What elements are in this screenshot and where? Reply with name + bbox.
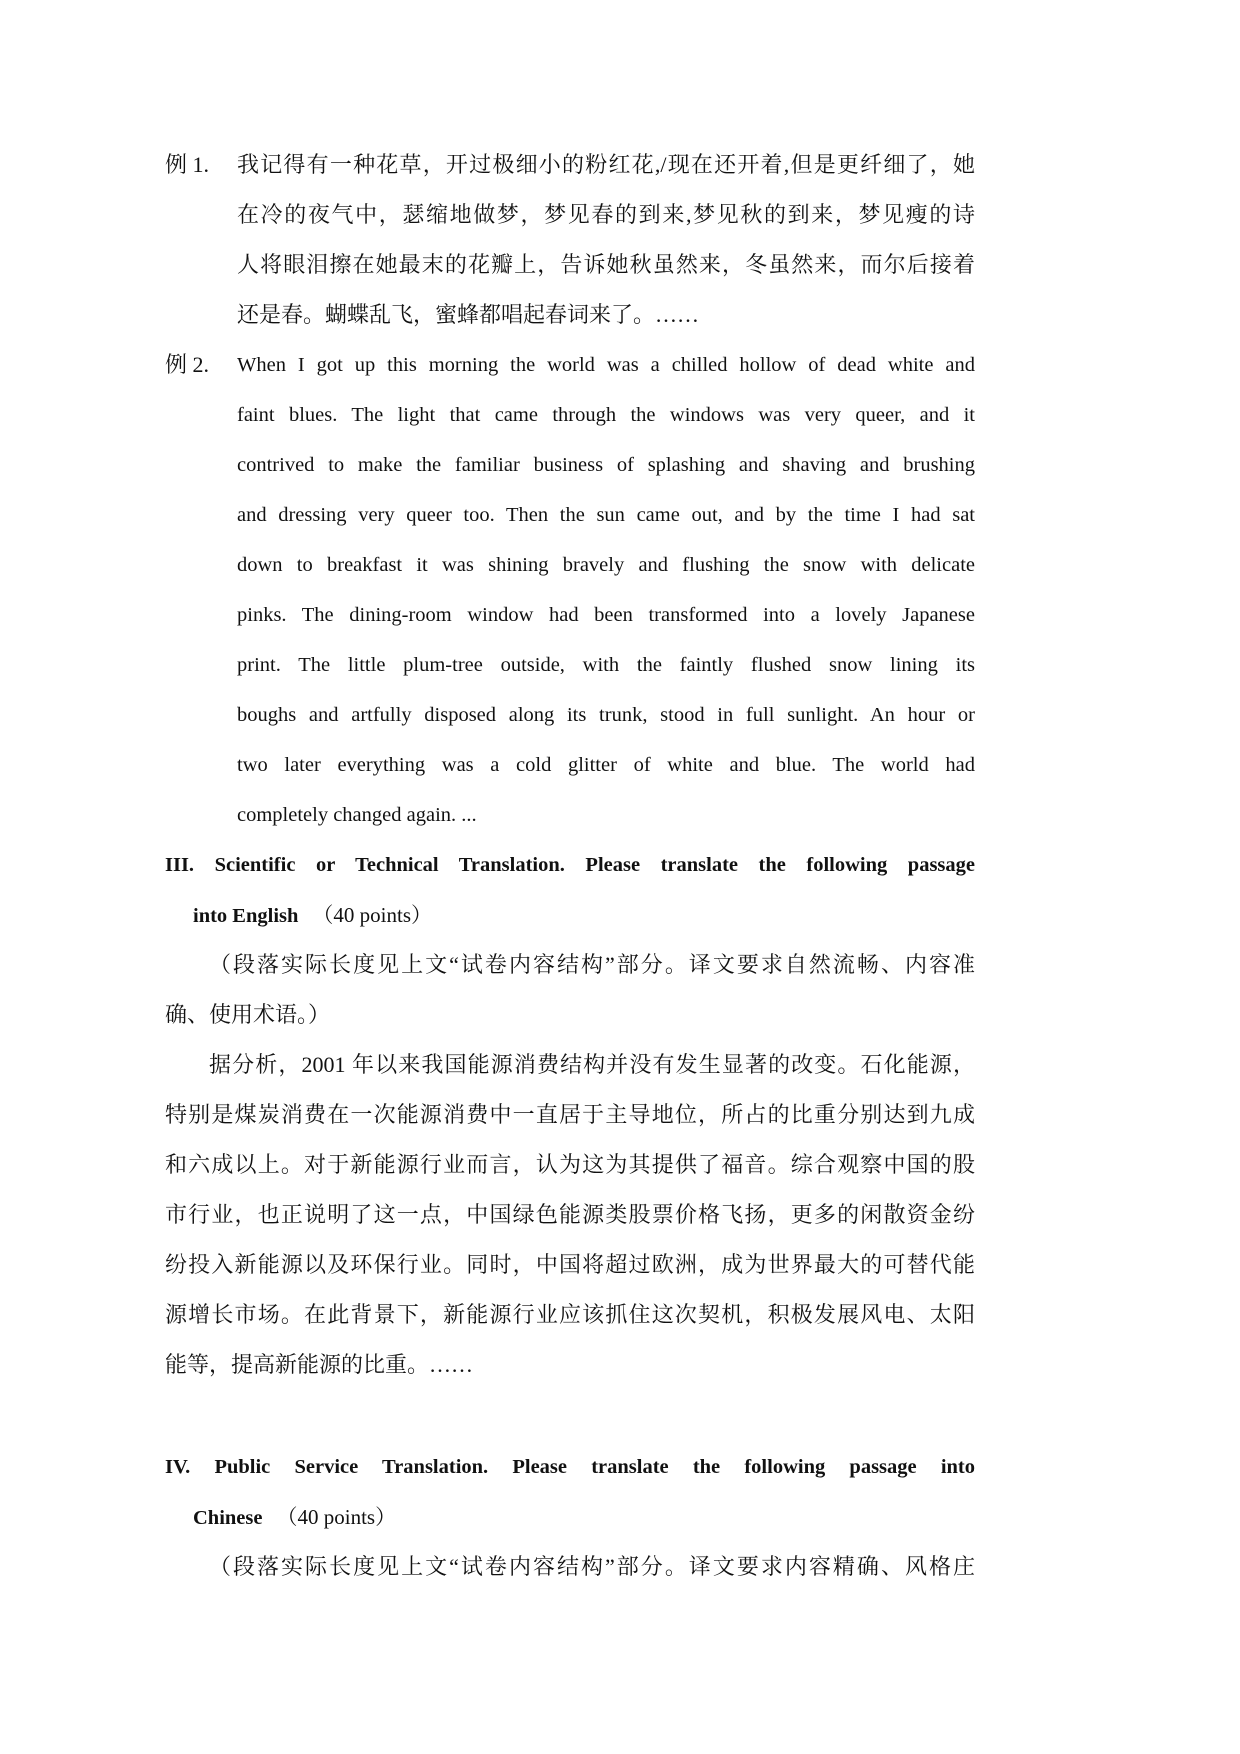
- section-iv-points: （40 points）: [276, 1505, 397, 1529]
- section-iii-body-line: 能等，提高新能源的比重。……: [165, 1352, 474, 1377]
- section-iii-heading-line2: [165, 890, 975, 940]
- example-2-line: pinks. The dining-room window had been transformed into a lovely Japanese: [237, 604, 975, 626]
- example-2-line: contrived to make the familiar business of splashing and shaving and brushing: [237, 454, 975, 476]
- example-2-line: two later everything was a cold glitter of white and blue. The world had: [237, 754, 975, 776]
- example-2-line: completely changed again. ...: [237, 804, 477, 826]
- section-iii-note-line: （段落实际长度见上文“试卷内容结构”部分。译文要求自然流畅、内容准: [209, 952, 975, 977]
- section-iii-heading: [165, 840, 975, 940]
- section-iii-body-line: 据分析，2001 年以来我国能源消费结构并没有发生显著的改变。石化能源，: [209, 1052, 975, 1077]
- section-iv-note: [165, 1542, 975, 1592]
- example-1-line: 我记得有一种花草，开过极细小的粉红花,/现在还开着,但是更纤细了，她: [237, 152, 975, 177]
- document-content: [165, 140, 975, 1592]
- example-2-line: down to breakfast it was shining bravely and flushing the snow with delicate: [237, 554, 975, 576]
- section-iii-body-line: 和六成以上。对于新能源行业而言，认为这为其提供了福音。综合观察中国的股: [165, 1152, 975, 1177]
- section-iii-heading-target-language: into English: [193, 905, 299, 927]
- section-iii-body: [165, 1040, 975, 1390]
- example-2-paragraph: [165, 340, 975, 840]
- example-1-line: 人将眼泪擦在她最末的花瓣上，告诉她秋虽然来，冬虽然来，而尔后接着: [237, 252, 975, 277]
- section-iii-note: [165, 940, 975, 1040]
- example-2-line: print. The little plum-tree outside, with the faintly flushed snow lining its: [237, 654, 975, 676]
- section-iv-heading-target-language: Chinese: [193, 1507, 263, 1529]
- example-1-line: 还是春。蝴蝶乱飞，蜜蜂都唱起春词来了。……: [237, 302, 700, 327]
- section-iv: [165, 1442, 975, 1592]
- example-2-line: and dressing very queer too. Then the sun came out, and by the time I had sat: [237, 504, 975, 526]
- example-2-line: When I got up this morning the world was a chilled hollow of dead white and: [237, 354, 975, 376]
- example-1-text: [237, 140, 975, 340]
- example-2-line: faint blues. The light that came through the windows was very queer, and it: [237, 404, 975, 426]
- section-iii-points: （40 points）: [312, 903, 432, 927]
- section-iv-heading: [165, 1442, 975, 1542]
- section-iii-note-line: 确、使用术语。）: [165, 1002, 331, 1027]
- section-iii-body-line: 源增长市场。在此背景下，新能源行业应该抓住这次契机，积极发展风电、太阳: [165, 1302, 975, 1327]
- section-iii-body-line: 纷投入新能源以及环保行业。同时，中国将超过欧洲，成为世界最大的可替代能: [165, 1252, 975, 1277]
- example-1-label: 例 1.: [165, 152, 210, 177]
- section-iv-heading-line2: [165, 1492, 975, 1542]
- section-iii: [165, 840, 975, 1390]
- example-2-text: [237, 340, 975, 840]
- section-iv-note-line: （段落实际长度见上文“试卷内容结构”部分。译文要求内容精确、风格庄: [209, 1554, 975, 1579]
- example-2-line: boughs and artfully disposed along its trunk, stood in full sunlight. An hour or: [237, 704, 975, 726]
- example-1-paragraph: [165, 140, 975, 340]
- section-iii-heading-line1: III. Scientific or Technical Translation. Please translate the following passage: [165, 854, 975, 876]
- section-iv-heading-line1: IV. Public Service Translation. Please translate the following passage into: [165, 1456, 975, 1478]
- example-2-label: 例 2.: [165, 352, 210, 377]
- section-iii-body-line: 特别是煤炭消费在一次能源消费中一直居于主导地位，所占的比重分别达到九成: [165, 1102, 975, 1127]
- example-1-line: 在冷的夜气中，瑟缩地做梦，梦见春的到来,梦见秋的到来，梦见瘦的诗: [237, 202, 975, 227]
- section-iii-body-line: 市行业，也正说明了这一点，中国绿色能源类股票价格飞扬，更多的闲散资金纷: [165, 1202, 975, 1227]
